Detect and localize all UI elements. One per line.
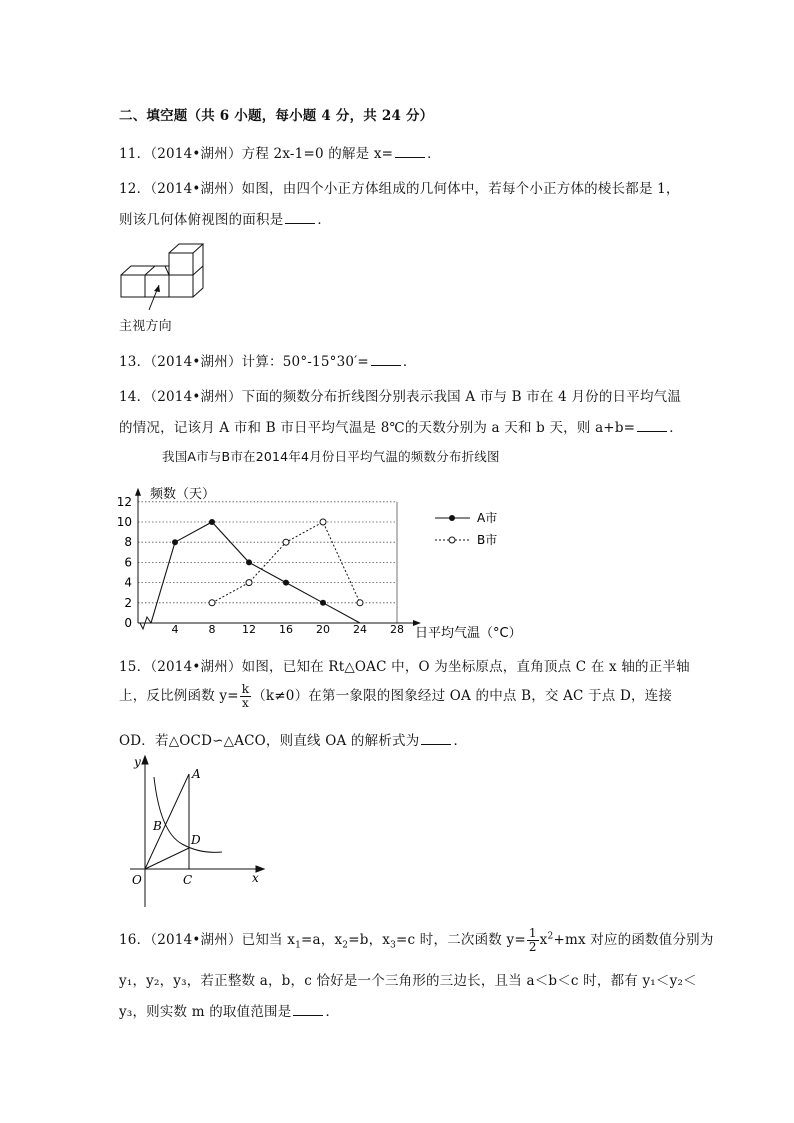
q13-text: 13．（2014•湖州）计算：50°-15°30′= [119, 354, 369, 370]
origin-label: O [132, 873, 142, 887]
answer-blank [637, 419, 667, 432]
q15-line3-text: OD．若△OCD∽△ACO，则直线 OA 的解析式为 [119, 733, 420, 749]
x-axis-label: x [252, 871, 259, 885]
question-14-line1: 14．（2014•湖州）下面的频数分布折线图分别表示我国 A 市与 B 市在 4 月份的日平均气温 [119, 389, 682, 405]
q13-end: ． [402, 354, 417, 370]
q16-part5: x [539, 932, 548, 948]
legend-b-label: B市 [477, 533, 498, 547]
answer-blank [285, 211, 315, 224]
q16-part6: +mx 对应的函数值分别为 [553, 932, 714, 948]
fraction-k-over-x [240, 683, 251, 710]
y-tick-label: 4 [124, 575, 132, 590]
point-a-label: A [192, 767, 201, 781]
frac-denominator: x [241, 696, 249, 710]
x-axis-title: 日平均气温（°C） [415, 626, 522, 641]
q16-part4: =c 时，二次函数 y= [396, 932, 526, 948]
q15-line2b: （k≠0）在第一象限的图象经过 OA 的中点 B，交 AC 于点 D，连接 [252, 688, 673, 704]
x-tick-label: 24 [353, 623, 367, 636]
frac-denominator: 2 [528, 940, 537, 954]
question-11 [119, 142, 441, 162]
y-tick-label: 2 [124, 595, 132, 610]
y-tick-label: 6 [124, 555, 132, 570]
q12-line2-text: 则该几何体俯视图的面积是 [119, 212, 284, 228]
q11-text: 11．（2014•湖州）方程 2x-1=0 的解是 x= [119, 146, 394, 162]
frac-numerator: k [241, 682, 250, 696]
answer-blank [293, 1003, 323, 1016]
series-a-point [209, 519, 215, 525]
legend-a-marker [449, 515, 455, 521]
point-d-label: D [191, 833, 201, 847]
q16-line3-text: y₃，则实数 m 的取值范围是 [119, 1004, 292, 1020]
question-15-line1: 15．（2014•湖州）如图，已知在 Rt△OAC 中，O 为坐标原点，直角顶点 C 在 x 轴的正半轴 [119, 659, 690, 675]
series-b-point [209, 600, 215, 606]
sub-2: 2 [342, 940, 349, 951]
y-axis-title: 频数（天） [150, 486, 216, 502]
answer-blank [395, 145, 425, 158]
q16-part3: =b，x [348, 932, 391, 948]
legend-a-label: A市 [477, 511, 498, 525]
coordinate-figure [120, 752, 270, 912]
chart-title: 我国A市与B市在2014年4月份日平均气温的频数分布折线图 [162, 449, 500, 464]
frac-numerator: 1 [528, 926, 537, 940]
section-title: 二、填空题（共 6 小题，每小题 4 分，共 24 分） [119, 108, 434, 124]
y-tick-label: 12 [116, 494, 132, 509]
question-14-line2 [119, 416, 683, 436]
sub-3: 3 [390, 940, 397, 951]
frequency-line-chart [110, 472, 530, 642]
sup-2: 2 [547, 931, 554, 942]
q12-end: ． [317, 212, 332, 228]
q11-end: ． [427, 146, 441, 162]
point-c-label: C [183, 873, 193, 887]
x-tick-label: 28 [390, 623, 404, 636]
y-axis-arrow [135, 488, 141, 496]
y-tick-label: 0 [124, 616, 132, 630]
main-view-label: 主视方向 [119, 319, 172, 334]
y-tick-label: 10 [116, 515, 132, 529]
q16-end: ． [325, 1004, 340, 1020]
fraction-one-half [527, 927, 539, 954]
x-tick-label: 8 [208, 623, 216, 636]
cube-figure [115, 240, 225, 320]
x-tick-label: 12 [242, 623, 256, 636]
series-a-point [283, 580, 289, 586]
series-a-point [320, 600, 326, 606]
series-b-point [357, 600, 363, 606]
series-a-point [172, 539, 178, 545]
sub-1: 1 [295, 940, 301, 951]
question-12-line2 [119, 208, 331, 228]
question-12-line1: 12．（2014•湖州）如图，由四个小正方体组成的几何体中，若每个小正方体的棱长都是 1， [119, 181, 680, 197]
question-16-line1 [119, 927, 714, 954]
series-a-point [246, 559, 252, 565]
q16-part1: 16．（2014•湖州）已知当 x [119, 932, 296, 948]
series-b-point [246, 580, 252, 586]
q15-end: ． [453, 733, 468, 749]
legend-b-marker [449, 537, 455, 543]
question-15-line2 [119, 683, 672, 710]
question-16-line3 [119, 1000, 339, 1020]
q14-end: ． [669, 420, 683, 436]
answer-blank [421, 732, 451, 745]
question-13 [119, 350, 417, 370]
q16-part2: =a，x [301, 932, 343, 948]
y-axis-label: y [134, 755, 141, 769]
series-b-point [283, 539, 289, 545]
answer-blank [371, 353, 401, 366]
x-tick-label: 20 [316, 623, 330, 636]
q15-line2a: 上，反比例函数 y= [119, 688, 239, 704]
y-tick-label: 8 [124, 535, 132, 550]
series-a-line [151, 522, 360, 623]
q14-line2-text: 的情况，记该月 A 市和 B 市日平均气温是 8℃的天数分别为 a 天和 b 天，则 a+b= [119, 420, 636, 436]
x-tick-label: 4 [171, 623, 179, 636]
x-tick-label: 16 [279, 623, 293, 636]
series-b-point [320, 519, 326, 525]
point-b-label: B [153, 819, 162, 833]
question-16-line2: y₁，y₂，y₃，若正整数 a，b，c 恰好是一个三角形的三边长，且当 a＜b＜c 时，都有 y₁＜y₂＜ [119, 973, 697, 989]
question-15-line3 [119, 729, 467, 749]
